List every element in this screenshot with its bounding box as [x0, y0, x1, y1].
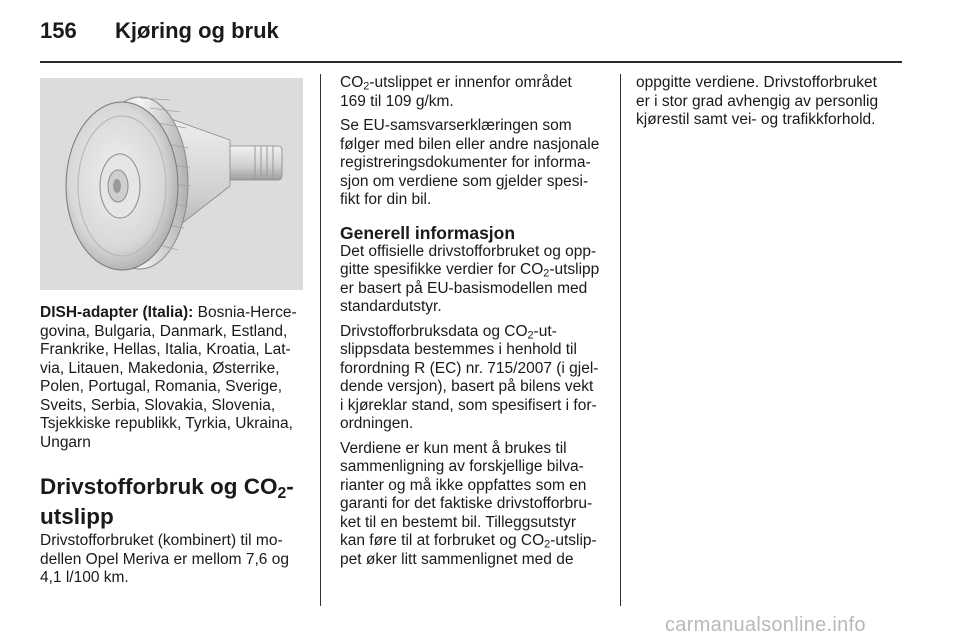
text: sjon om verdiene som gjelder spesi-	[340, 172, 589, 190]
text: pet øker litt sammenlignet med de	[340, 550, 574, 568]
text: dende versjon), basert på bilens vekt	[340, 378, 594, 395]
text: ket til en bestemt bil. Tilleggsutstyr	[340, 513, 577, 531]
dish-line: Sveits, Serbia, Slovakia, Slovenia,	[40, 396, 276, 414]
text: kjørestil samt vei- og trafikkforhold.	[636, 111, 876, 128]
heading-subscript: 2	[277, 484, 287, 502]
header-rule	[40, 61, 902, 63]
continuation-paragraph	[636, 74, 902, 130]
text: er i stor grad avhengig av personlig	[636, 92, 879, 110]
text: rianter og må ikke oppfattes som en	[340, 476, 587, 494]
eu-paragraph	[340, 117, 606, 210]
dish-line: govina, Bulgaria, Danmark, Estland,	[40, 322, 288, 340]
heading-text: Drivstofforbruk og CO	[40, 474, 278, 499]
data-paragraph	[340, 323, 606, 434]
co2-range-paragraph	[340, 74, 606, 111]
text: Drivstofforbruksdata og CO	[340, 322, 528, 340]
subscript: 2	[527, 329, 534, 342]
values-paragraph	[340, 440, 606, 570]
column-divider	[620, 74, 621, 606]
subscript: 2	[544, 538, 551, 551]
dish-line: Bosnia-Herce-	[197, 304, 297, 321]
subscript: 2	[363, 80, 370, 93]
watermark: carmanualsonline.info	[665, 614, 866, 636]
text: garanti for det faktiske drivstofforbru-	[340, 495, 593, 512]
column-divider	[320, 74, 321, 606]
text: sammenligning av forskjellige bilva-	[340, 458, 584, 475]
intro-line: Drivstofforbruket (kombinert) til mo-	[40, 532, 283, 549]
text: standardutstyr.	[340, 298, 442, 315]
page-number: 156	[40, 18, 77, 43]
subscript: 2	[543, 267, 550, 280]
heading-text: -	[286, 474, 294, 499]
general-info-paragraph	[340, 243, 606, 317]
text: følger med bilen eller andre nasjonale	[340, 135, 600, 153]
text: i kjøreklar stand, som spesifisert i for-	[340, 396, 597, 414]
text: registreringsdokumenter for informa-	[340, 154, 591, 171]
text: CO	[340, 74, 364, 91]
text: forordning R (EC) nr. 715/2007 (i gjel-	[340, 359, 599, 377]
text: -utslippet er innenfor området	[369, 74, 572, 91]
text: -ut-	[533, 322, 557, 340]
text: Det offisielle drivstofforbruket og opp-	[340, 242, 597, 260]
text: Verdiene er kun ment å brukes til	[340, 439, 567, 457]
text: slippsdata bestemmes i henhold til	[340, 341, 577, 358]
text: kan føre til at forbruket og CO	[340, 532, 545, 549]
text: er basert på EU-basismodellen med	[340, 279, 588, 297]
intro-line: dellen Opel Meriva er mellom 7,6 og	[40, 550, 289, 568]
dish-line: via, Litauen, Makedonia, Østerrike,	[40, 359, 280, 377]
text: oppgitte verdiene. Drivstofforbruket	[636, 74, 877, 91]
dish-adapter-figure	[40, 78, 303, 290]
text: ordningen.	[340, 415, 414, 432]
text: -utslipp	[549, 261, 600, 278]
text: -utslip-	[550, 532, 597, 549]
chapter-title: Kjøring og bruk	[115, 18, 279, 43]
dish-line: Polen, Portugal, Romania, Sverige,	[40, 378, 283, 395]
column-1	[40, 74, 305, 588]
dish-adapter-icon	[40, 78, 303, 290]
text: gitte spesifikke verdier for CO	[340, 261, 544, 278]
heading-text: utslipp	[40, 504, 114, 529]
column-2	[340, 74, 606, 569]
section-heading-consumption	[40, 472, 305, 532]
dish-line: Ungarn	[40, 433, 91, 451]
dish-line: Tsjekkiske republikk, Tyrkia, Ukraina,	[40, 415, 293, 432]
general-info-heading: Generell informasjon	[340, 222, 516, 243]
dish-adapter-paragraph	[40, 304, 305, 452]
column-3	[636, 74, 902, 130]
intro-line: 4,1 l/100 km.	[40, 569, 129, 586]
text: 169 til 109 g/km.	[340, 92, 454, 110]
dish-line: Frankrike, Hellas, Italia, Kroatia, Lat-	[40, 341, 291, 358]
text: Se EU-samsvarserklæringen som	[340, 117, 572, 134]
consumption-intro	[40, 532, 305, 588]
dish-adapter-label: DISH-adapter (Italia):	[40, 304, 194, 321]
text: fikt for din bil.	[340, 191, 432, 208]
